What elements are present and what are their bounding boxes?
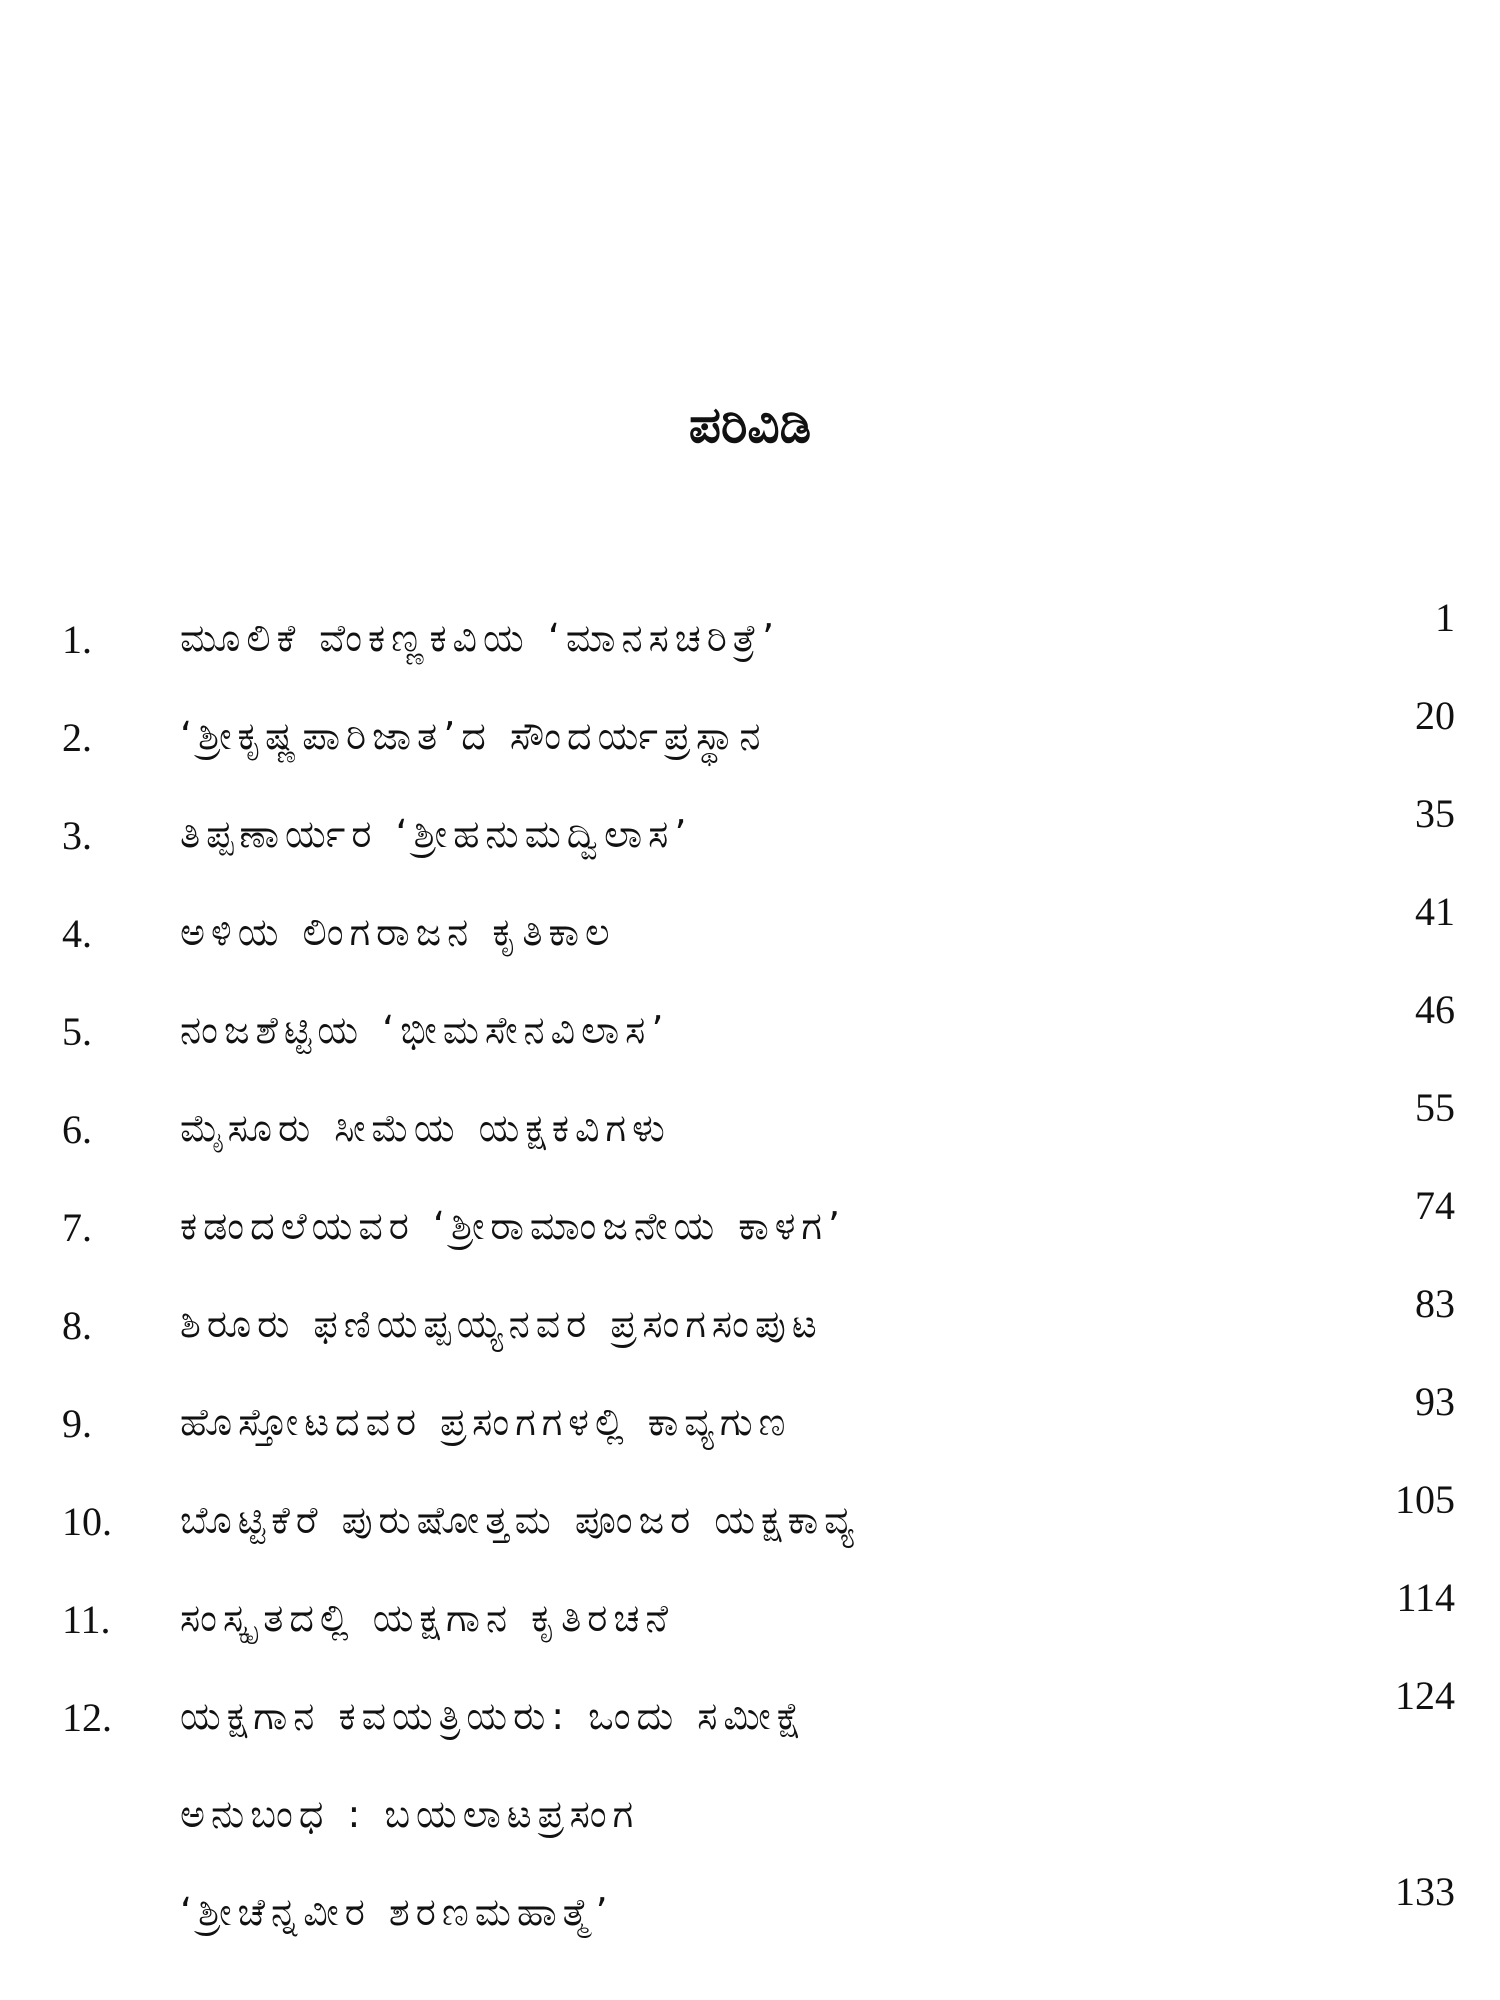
entry-page: 83 bbox=[1415, 1281, 1455, 1326]
entry-number: 11. bbox=[62, 1597, 111, 1642]
toc-entry-11 bbox=[0, 1575, 1500, 1662]
entry-number: 4. bbox=[62, 911, 92, 956]
toc-entry-6 bbox=[0, 1085, 1500, 1172]
entry-title: ಯಕ್ಷಗಾನ ಕವಯತ್ರಿಯರು: ಒಂದು ಸಮೀಕ್ಷೆ bbox=[180, 1694, 808, 1738]
toc-entry-12 bbox=[0, 1673, 1500, 1760]
appendix-label: ಅನುಬಂಧ : ಬಯಲಾಟಪ್ರಸಂಗ bbox=[180, 1792, 640, 1836]
entry-page: 35 bbox=[1415, 791, 1455, 836]
entry-page: 1 bbox=[1435, 595, 1455, 640]
appendix-label-line bbox=[0, 1788, 1500, 1858]
entry-title: ಕಡಂದಲೆಯವರ ‘ಶ್ರೀರಾಮಾಂಜನೇಯ ಕಾಳಗ’ bbox=[180, 1204, 847, 1248]
entry-number: 5. bbox=[62, 1009, 92, 1054]
entry-page: 55 bbox=[1415, 1085, 1455, 1130]
toc-entry-7 bbox=[0, 1183, 1500, 1270]
toc-entry-8 bbox=[0, 1281, 1500, 1368]
entry-number: 2. bbox=[62, 715, 92, 760]
entry-page: 105 bbox=[1395, 1477, 1455, 1522]
toc-entry-4 bbox=[0, 889, 1500, 976]
entry-number: 10. bbox=[62, 1499, 112, 1544]
appendix-page: 133 bbox=[1395, 1869, 1455, 1914]
entry-page: 41 bbox=[1415, 889, 1455, 934]
toc-entry-10 bbox=[0, 1477, 1500, 1564]
appendix-entry bbox=[0, 1869, 1500, 1956]
entry-page: 124 bbox=[1395, 1673, 1455, 1718]
entry-title: ತಿಪ್ಪಣಾರ್ಯರ ‘ಶ್ರೀಹನುಮದ್ವಿಲಾಸ’ bbox=[180, 812, 693, 856]
entry-page: 74 bbox=[1415, 1183, 1455, 1228]
entry-title: ಹೊಸ್ತೋಟದವರ ಪ್ರಸಂಗಗಳಲ್ಲಿ ಕಾವ್ಯಗುಣ bbox=[180, 1400, 792, 1444]
entry-number: 3. bbox=[62, 813, 92, 858]
entry-title: ನಂಜಶೆಟ್ಟಿಯ ‘ಭೀಮಸೇನವಿಲಾಸ’ bbox=[180, 1008, 670, 1052]
entry-page: 46 bbox=[1415, 987, 1455, 1032]
entry-title: ಅಳಿಯ ಲಿಂಗರಾಜನ ಕೃತಿಕಾಲ bbox=[180, 910, 616, 954]
entry-number: 9. bbox=[62, 1401, 92, 1446]
toc-entry-2 bbox=[0, 693, 1500, 780]
toc-entry-1 bbox=[0, 595, 1500, 682]
entry-page: 93 bbox=[1415, 1379, 1455, 1424]
entry-number: 8. bbox=[62, 1303, 92, 1348]
entry-number: 7. bbox=[62, 1205, 92, 1250]
entry-title: ಬೊಟ್ಟಿಕೆರೆ ಪುರುಷೋತ್ತಮ ಪೂಂಜರ ಯಕ್ಷಕಾವ್ಯ bbox=[180, 1498, 860, 1542]
entry-title: ಸಂಸ್ಕೃತದಲ್ಲಿ ಯಕ್ಷಗಾನ ಕೃತಿರಚನೆ bbox=[180, 1596, 675, 1640]
page-title: ಪರಿವಿಡಿ bbox=[688, 396, 812, 454]
entry-number: 6. bbox=[62, 1107, 92, 1152]
entry-number: 12. bbox=[62, 1695, 112, 1740]
toc-entry-3 bbox=[0, 791, 1500, 878]
entry-number: 1. bbox=[62, 617, 92, 662]
entry-title: ಶಿರೂರು ಫಣಿಯಪ್ಪಯ್ಯನವರ ಪ್ರಸಂಗಸಂಪುಟ bbox=[180, 1302, 823, 1346]
appendix-title: ‘ಶ್ರೀಚೆನ್ನವೀರ ಶರಣಮಹಾತ್ಮೆ’ bbox=[180, 1890, 614, 1934]
entry-page: 20 bbox=[1415, 693, 1455, 738]
entry-title: ‘ಶ್ರೀಕೃಷ್ಣಪಾರಿಜಾತ’ದ ಸೌಂದರ್ಯಪ್ರಸ್ಥಾನ bbox=[180, 714, 767, 758]
entry-title: ಮೈಸೂರು ಸೀಮೆಯ ಯಕ್ಷಕವಿಗಳು bbox=[180, 1106, 671, 1150]
entry-title: ಮೂಲಿಕೆ ವೆಂಕಣ್ಣಕವಿಯ ‘ಮಾನಸಚರಿತ್ರೆ’ bbox=[180, 616, 781, 660]
toc-entry-5 bbox=[0, 987, 1500, 1074]
toc-entry-9 bbox=[0, 1379, 1500, 1466]
entry-page: 114 bbox=[1396, 1575, 1455, 1620]
